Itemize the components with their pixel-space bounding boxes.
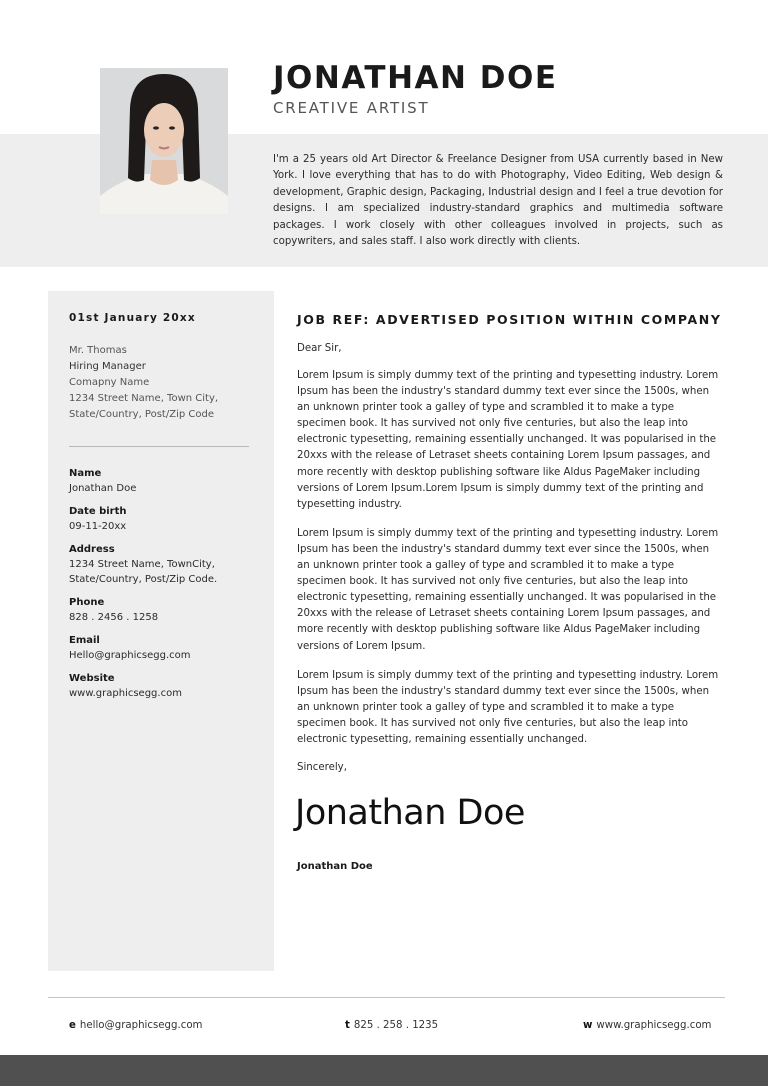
detail-phone [69,596,269,625]
letter-paragraph: Lorem Ipsum is simply dummy text of the printing and typesetting industry. Lorem Ipsum has been the industry's standard dummy text ever since the 1500s, when an unknown printer took a galley of type and scrambled it to make a type specimen book. It has survived not only five centuries, but also the leap into electronic typesetting, remaining essentially unchanged. It was popularised in the 20xxs with the release of Letraset sheets containing Lorem Ipsum passages, and more recently with desktop publishing software like Aldus PageMaker including versions of Lorem Ipsum. [297,527,719,652]
web-prefix: w [583,1020,593,1031]
detail-value: 828 . 2456 . 1258 [69,612,159,623]
letter-date: 01st January 20xx [69,312,196,324]
signature: Jonathan Doe [295,793,525,833]
detail-label: Website [69,673,115,684]
footer-phone [345,1020,438,1031]
profile-photo [100,68,228,214]
footer-divider [48,997,725,998]
portrait-image [100,68,228,214]
letter-paragraph: Lorem Ipsum is simply dummy text of the printing and typesetting industry. Lorem Ipsum has been the industry's standard dummy text ever since the 1500s, when an unknown printer took a galley of type and scrambled it to make a type specimen book. It has survived not only five centuries, but also the leap into electronic typesetting, remaining essentially unchanged. It was popularised in the 20xxs with the release of Letraset sheets containing Lorem Ipsum passages, and more recently with desktop publishing software like Aldus PageMaker including versions of Lorem Ipsum.Lorem Ipsum is simply dummy text of the printing and typesetting industry. [297,370,719,510]
email-prefix: e [69,1020,76,1031]
detail-value: 1234 Street Name, TownCity, [69,559,215,570]
letter-body [297,312,722,748]
detail-label: Name [69,468,102,479]
closing: Sincerely, [297,762,347,773]
detail-value: State/Country, Post/Zip Code. [69,574,218,585]
footer-email-value: hello@graphicsegg.com [79,1020,203,1031]
detail-value: www.graphicsegg.com [69,688,182,699]
candidate-name: JONATHAN DOE [273,60,558,96]
recipient-address-line: State/Country, Post/Zip Code [69,409,214,420]
footer-website-value: www.graphicsegg.com [596,1020,712,1031]
detail-label: Phone [69,597,105,608]
job-reference: JOB REF: ADVERTISED POSITION WITHIN COMPANY [297,312,722,327]
candidate-role: CREATIVE ARTIST [273,99,430,117]
recipient-block [69,343,269,423]
recipient-address-line: 1234 Street Name, Town City, [69,393,219,404]
detail-label: Address [69,544,115,555]
detail-name [69,467,269,496]
footer-email [69,1020,203,1031]
detail-value: 09-11-20xx [69,521,127,532]
intro-text: I'm a 25 years old Art Director & Freelance Designer from USA currently based in New York. I love everything that has to do with Photography, Video Editing, Web design & development, Graphic design, Packaging, Industrial design and I feel a true devotion for designs. I am specialized industry-standard graphics and multimedia software packages. I work closely with other colleagues involved in projects, such as copywriters, and sales staff. I also work directly with clients. [273,154,723,248]
personal-details [69,467,269,710]
signer-name: Jonathan Doe [297,861,373,872]
salutation: Dear Sir, [297,343,342,354]
footer-phone-value: 825 . 258 . 1235 [353,1020,439,1031]
detail-label: Date birth [69,506,127,517]
sidebar [48,291,274,971]
sidebar-divider [69,446,249,447]
recipient-company: Comapny Name [69,377,150,388]
detail-website [69,672,269,701]
detail-label: Email [69,635,100,646]
letter-paragraph: Lorem Ipsum is simply dummy text of the printing and typesetting industry. Lorem Ipsum has been the industry's standard dummy text ever since the 1500s, when an unknown printer took a galley of type and scrambled it to make a type specimen book. It has survived not only five centuries, but also the leap into electronic typesetting, remaining essentially unchanged. [297,669,719,745]
recipient-name: Mr. Thomas [69,345,127,356]
detail-birth-date [69,505,269,534]
detail-value: Jonathan Doe [69,483,137,494]
footer-website [583,1020,711,1031]
bottom-bar [0,1055,768,1086]
detail-value: Hello@graphicsegg.com [69,650,191,661]
detail-email [69,634,269,663]
phone-prefix: t [345,1020,350,1031]
recipient-title: Hiring Manager [69,361,146,372]
detail-address [69,543,269,587]
